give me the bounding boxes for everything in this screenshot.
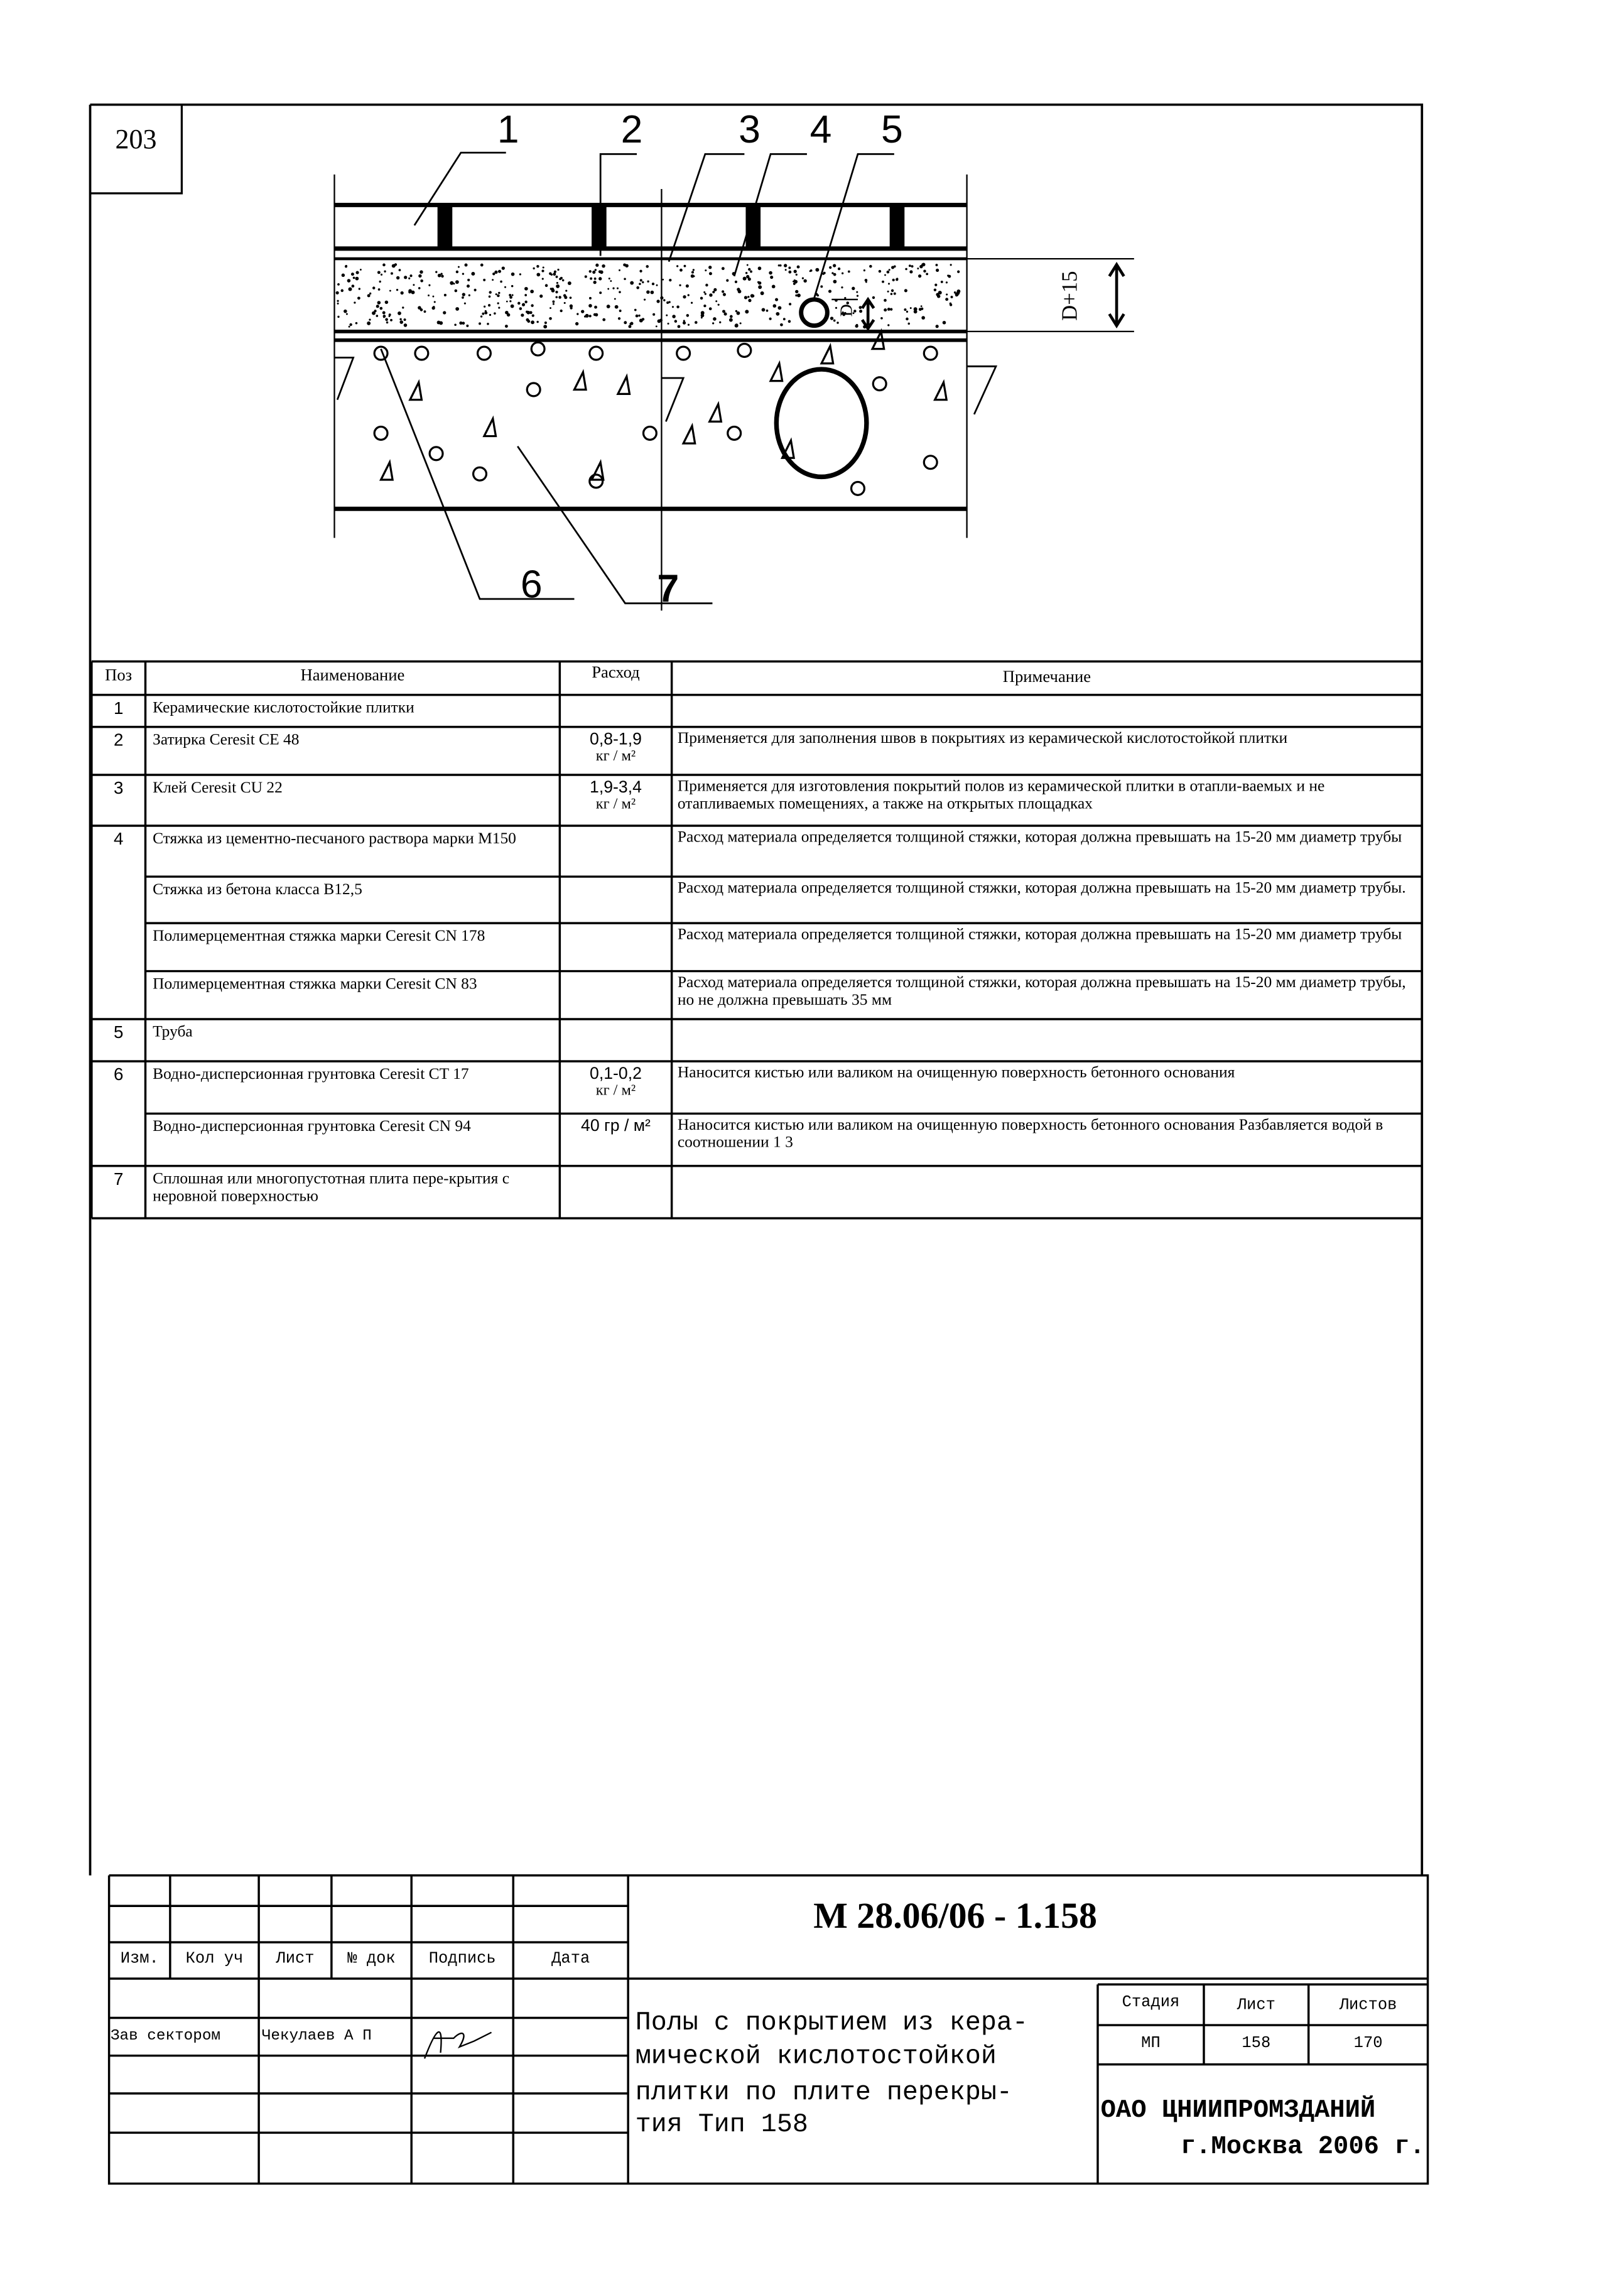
- row-consumption: [560, 1113, 671, 1165]
- row-consumption: [560, 1061, 671, 1113]
- row-consumption: [560, 695, 671, 727]
- row-name: Водно-дисперсионная грунтовка Ceresit CT 17: [153, 1066, 469, 1083]
- callout-2: 2: [620, 107, 643, 151]
- row-note: Расход материала определяется толщиной стяжки, которая должна превышать на 15-20 мм диаметр трубы: [677, 926, 1402, 944]
- header-consumption: Расход: [592, 664, 640, 682]
- row-consumption: [560, 877, 671, 923]
- row-name: Керамические кислотостойкие плитки: [153, 699, 414, 717]
- tile-joints: [439, 208, 903, 246]
- aggregate-circle: [590, 475, 603, 488]
- callout-1: 1: [497, 107, 519, 151]
- header-pos: Поз: [105, 667, 133, 685]
- floor-section-drawing: [334, 153, 1134, 610]
- aggregate-circle: [374, 427, 387, 440]
- aggregate-circle: [852, 482, 865, 495]
- row-name: Стяжка из цементно-песчаного раствора марки М150: [153, 829, 516, 848]
- consumption-value: 0,8-1,9: [590, 731, 642, 749]
- aggregate-circle: [531, 342, 544, 355]
- row-consumption: [560, 1019, 671, 1061]
- aggregate-circle: [478, 347, 491, 360]
- row-note: Расход материала определяется толщиной стяжки, которая должна превышать на 15-20 мм диаметр трубы: [677, 828, 1402, 846]
- row-consumption: [560, 923, 671, 971]
- callout-5: 5: [881, 107, 903, 151]
- row-name: Полимерцементная стяжка марки Ceresit CN 178: [153, 927, 485, 945]
- row-name: Клей Ceresit CU 22: [153, 779, 283, 797]
- organization: ОАО ЦНИИПРОМЗДАНИЙ: [1100, 2096, 1376, 2126]
- row-consumption: [560, 971, 671, 1019]
- row-note: [672, 1019, 1422, 1061]
- col-kol-uch: Кол уч: [185, 1950, 244, 1969]
- row-consumption: [560, 826, 671, 877]
- aggregate-triangle: [410, 382, 422, 400]
- row-note: [672, 695, 1422, 727]
- callout-3: 3: [739, 107, 761, 151]
- person: Чекулаев А П: [261, 2028, 372, 2046]
- role: Зав сектором: [110, 2028, 221, 2046]
- aggregate-circle: [590, 347, 603, 360]
- sheets-value: 170: [1353, 2035, 1383, 2053]
- aggregate-triangle: [683, 426, 695, 443]
- aggregate-triangle: [710, 404, 722, 422]
- col-signature: Подпись: [428, 1950, 496, 1969]
- row-name: Затирка Ceresit CE 48: [153, 731, 300, 749]
- row-pos: 3: [113, 777, 124, 799]
- aggregate-circle: [873, 377, 886, 391]
- col-izm: Изм.: [120, 1950, 159, 1969]
- row-pos: 1: [113, 698, 124, 718]
- aggregate-circle: [430, 447, 443, 460]
- row-name: Труба: [153, 1023, 193, 1041]
- row-name: Водно-дисперсионная грунтовка Ceresit CN 94: [153, 1118, 471, 1136]
- row-name: Стяжка из бетона класса В12,5: [153, 881, 362, 899]
- consumption-unit: кг / м²: [595, 796, 636, 813]
- row-note: [672, 1166, 1422, 1218]
- concrete-aggregate: [374, 332, 946, 495]
- sheet-number: 203: [115, 125, 157, 156]
- row-pos: 7: [113, 1169, 124, 1189]
- row-pos: 5: [113, 1022, 124, 1042]
- sheet-value: 158: [1242, 2035, 1271, 2053]
- callout-7: 7: [657, 566, 679, 611]
- dimension-d-plus-15: D+15: [1059, 271, 1083, 321]
- aggregate-triangle: [381, 462, 393, 480]
- aggregate-triangle: [575, 372, 587, 390]
- col-list: Лист: [276, 1950, 315, 1969]
- title-line-1: Полы с покрытием из кера-: [635, 2009, 1028, 2038]
- aggregate-triangle: [618, 377, 630, 394]
- col-doc-number: № док: [347, 1950, 396, 1969]
- aggregate-circle: [415, 347, 428, 360]
- aggregate-circle: [924, 347, 937, 360]
- callout-4: 4: [809, 107, 832, 151]
- document-code: М 28.06/06 - 1.158: [813, 1897, 1097, 1937]
- col-date: Дата: [551, 1950, 590, 1969]
- aggregate-circle: [643, 427, 656, 440]
- aggregate-triangle: [771, 364, 782, 381]
- stage-value: МП: [1141, 2035, 1161, 2053]
- row-consumption: [560, 1166, 671, 1218]
- city-year: г.Москва 2006 г.: [1180, 2132, 1425, 2162]
- row-note: Применяется для заполнения швов в покрытиях из керамической кислотостойкой плитки: [677, 730, 1288, 748]
- title-line-3: плитки по плите перекры-: [635, 2078, 1012, 2109]
- title-line-4: тия Тип 158: [635, 2110, 808, 2140]
- stage-label: Стадия: [1122, 1994, 1180, 2013]
- row-name: Полимерцементная стяжка марки Ceresit CN 83: [153, 975, 477, 993]
- aggregate-triangle: [935, 382, 947, 400]
- row-consumption: [560, 727, 671, 775]
- callout-6: 6: [520, 562, 543, 607]
- consumption-value: 40 гр / м²: [581, 1118, 651, 1136]
- aggregate-circle: [374, 347, 387, 360]
- aggregate-triangle: [821, 346, 833, 364]
- aggregate-circle: [738, 344, 751, 357]
- sheet-label: Лист: [1237, 1997, 1275, 2015]
- row-pos: 6: [113, 1064, 124, 1085]
- row-note: Расход материала определяется толщиной стяжки, которая должна превышать на 15-20 мм диаметр трубы.: [677, 879, 1406, 897]
- aggregate-triangle: [484, 419, 496, 436]
- aggregate-circle: [527, 383, 540, 396]
- aggregate-circle: [728, 427, 741, 440]
- row-note: Наносится кистью или валиком на очищенную поверхность бетонного основания Разбавляется водой в соотношении 1 3: [677, 1116, 1383, 1152]
- sheets-label: Листов: [1339, 1997, 1397, 2015]
- dimension-d: D: [835, 304, 857, 317]
- title-line-2: мической кислотостойкой: [635, 2042, 997, 2072]
- header-name: Наименование: [300, 667, 405, 685]
- row-note: Наносится кистью или валиком на очищенную поверхность бетонного основания: [677, 1064, 1235, 1082]
- consumption-unit: кг / м²: [595, 1083, 636, 1100]
- consumption-value: 0,1-0,2: [590, 1066, 642, 1083]
- row-pos: 2: [113, 730, 124, 750]
- aggregate-circle: [924, 456, 937, 469]
- aggregate-circle: [474, 467, 487, 480]
- row-note: Применяется для изготовления покрытий полов из керамической плитки в отапли-ваемых и не отапливаемых помещениях, а также на открытых площадках: [677, 777, 1325, 813]
- row-note: Расход материала определяется толщиной стяжки, которая должна превышать на 15-20 мм диаметр трубы, но не должна превышать 35 мм: [677, 974, 1406, 1009]
- consumption-value: 1,9-3,4: [590, 779, 642, 797]
- row-consumption: [560, 775, 671, 826]
- row-pos: 4: [113, 828, 124, 850]
- aggregate-circle: [677, 347, 690, 360]
- consumption-unit: кг / м²: [595, 748, 636, 765]
- header-note: Примечание: [1002, 668, 1091, 686]
- row-name: Сплошная или многопустотная плита пере-крытия с неровной поверхностью: [153, 1170, 510, 1206]
